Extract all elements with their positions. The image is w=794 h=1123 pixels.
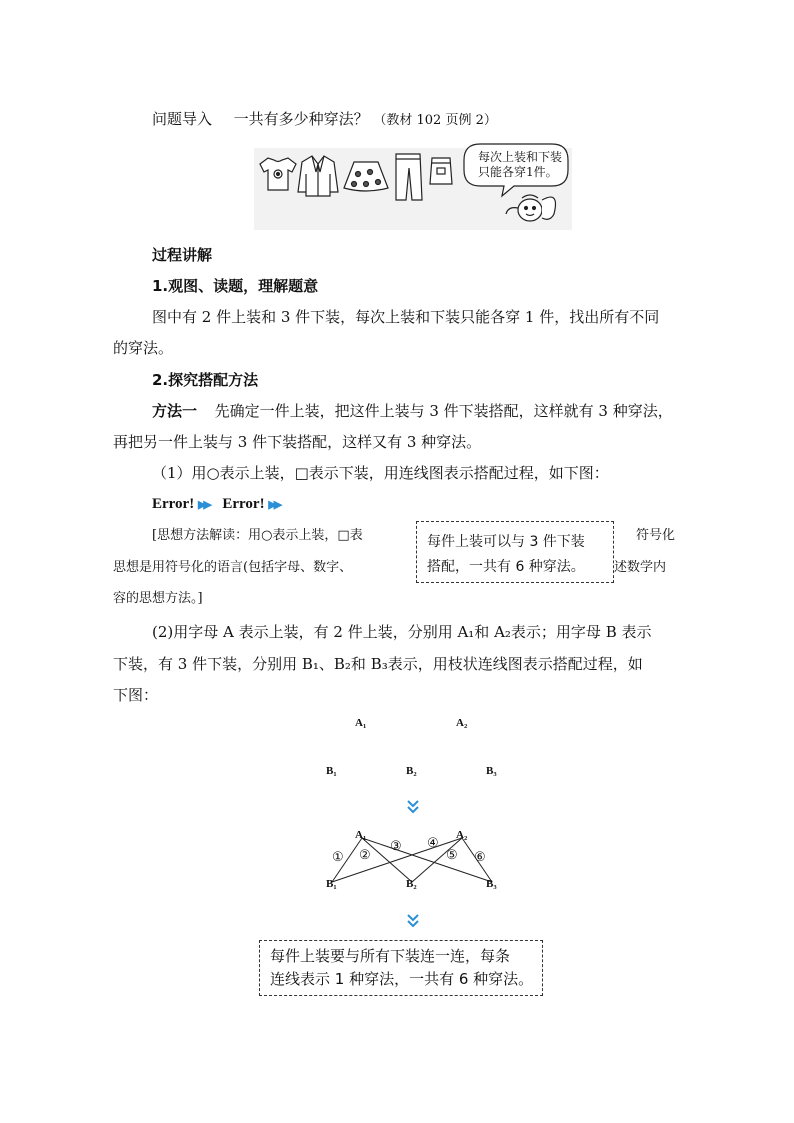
- intro-heading: 问题导入: [152, 110, 213, 128]
- conclusion-text: [270, 945, 533, 991]
- speech-bubble: [462, 142, 570, 194]
- path-number-5: ⑤: [446, 848, 458, 863]
- note-line2b: 述数学内: [614, 560, 667, 575]
- conclusion-line1: 每件上装要与所有下装连一连，每条: [270, 947, 511, 965]
- callout-line2: 搭配，一共有 6 种穿法。: [427, 559, 585, 575]
- callout-text: [427, 530, 585, 580]
- down-arrow-icon: [406, 914, 420, 928]
- top-label-b3: B₃: [486, 765, 497, 777]
- sub2-line3: 下图：: [113, 686, 159, 704]
- step1-title: 1.观图、读题，理解题意: [152, 277, 319, 295]
- method-text-1: 先确定一件上装，把这件上装与 3 件下装搭配，这样就有 3 种穿法，: [214, 402, 673, 420]
- jacket-icon: [298, 156, 338, 196]
- note-line1a: [思想方法解读：用○表示上装，□表: [152, 528, 363, 543]
- short-skirt-icon: [430, 158, 452, 184]
- note-line1b: 符号化: [636, 528, 676, 543]
- branch-label-b2: B₂: [406, 878, 417, 890]
- error-text-2: Error!: [222, 496, 265, 512]
- pants-icon: [396, 154, 422, 200]
- speech-text: [478, 150, 562, 180]
- cherub-icon: [506, 195, 556, 221]
- callout-box: [416, 521, 614, 583]
- error-line: [152, 493, 279, 516]
- callout-line1: 每件上装可以与 3 件下装: [427, 534, 585, 550]
- path-number-6: ⑥: [474, 850, 486, 865]
- path-number-2: ②: [359, 848, 371, 863]
- clothes-illustration: [254, 148, 572, 230]
- branch-label-b3: B₃: [486, 878, 497, 890]
- double-arrow-icon: ▶▶: [197, 499, 209, 511]
- double-arrow-icon: ▶▶: [268, 499, 280, 511]
- down-arrow-icon: [406, 800, 420, 814]
- path-number-4: ④: [427, 836, 439, 851]
- branch-label-b1: B₁: [326, 878, 337, 890]
- sub2-line2: 下装，有 3 件下装，分别用 B₁、B₂和 B₃表示，用枝状连线图表示搭配过程，如: [113, 655, 643, 673]
- top-label-a2: A₂: [456, 717, 468, 729]
- skirt-icon: [344, 162, 388, 191]
- section-title: 过程讲解: [152, 246, 213, 264]
- intro-source: （教材 102 页例 2）: [373, 113, 497, 128]
- top-label-b1: B₁: [326, 765, 337, 777]
- top-label-a1: A₁: [355, 717, 367, 729]
- path-number-3: ③: [390, 839, 402, 854]
- method-line1: [152, 400, 673, 422]
- speech-line-1: 每次上装和下装: [478, 150, 563, 164]
- branch-label-a2: A₂: [456, 829, 468, 841]
- branch-label-a1: A₁: [355, 829, 367, 841]
- note-line3: 容的思想方法。]: [113, 591, 203, 606]
- intro-line: [152, 108, 497, 132]
- step1-text-line1: 图中有 2 件上装和 3 件下装，每次上装和下装只能各穿 1 件，找出所有不同: [152, 308, 660, 326]
- tshirt-icon: [260, 158, 296, 190]
- path-number-1: ①: [332, 850, 344, 865]
- method-label: 方法一: [152, 402, 198, 420]
- speech-line-2: 只能各穿1件。: [478, 165, 558, 179]
- intro-question: 一共有多少种穿法？: [233, 110, 369, 128]
- top-label-b2: B₂: [406, 765, 417, 777]
- method-line2: 再把另一件上装与 3 件下装搭配，这样又有 3 种穿法。: [113, 433, 482, 451]
- sub1-line: （1）用○表示上装，□表示下装，用连线图表示搭配过程，如下图：: [152, 464, 609, 482]
- conclusion-line2: 连线表示 1 种穿法，一共有 6 种穿法。: [270, 970, 534, 988]
- step2-title: 2.探究搭配方法: [152, 371, 259, 389]
- sub2-line1: (2)用字母 A 表示上装，有 2 件上装，分别用 A₁和 A₂表示；用字母 B 表示: [152, 623, 652, 641]
- error-text-1: Error!: [152, 496, 195, 512]
- conclusion-box: [259, 940, 543, 996]
- step1-text-line2: 的穿法。: [113, 339, 174, 357]
- note-line2a: 思想是用符号化的语言(包括字母、数字、: [113, 560, 353, 575]
